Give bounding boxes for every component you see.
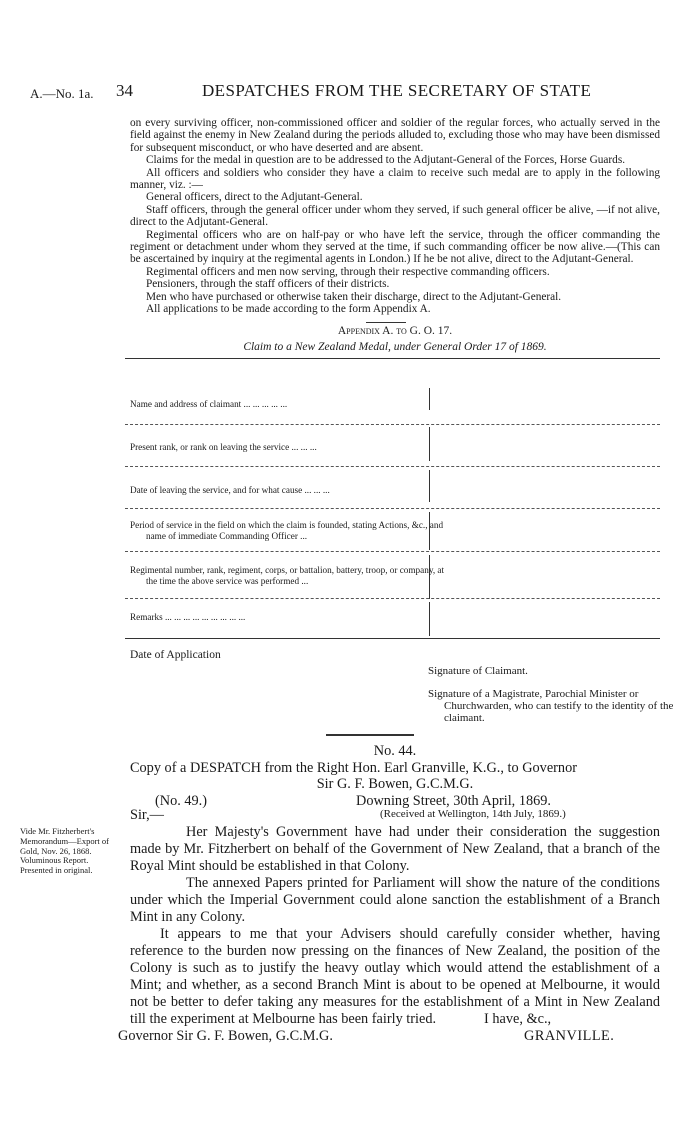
despatch-addressee: Governor Sir G. F. Bowen, G.C.M.G. (118, 1028, 333, 1044)
form-row-remarks: Remarks ... ... ... ... ... ... ... ... ... (130, 612, 246, 622)
intro-text (130, 117, 660, 316)
paragraph: Regimental officers and men now serving, through their respective commanding officers. (146, 265, 550, 278)
section-rule (326, 734, 414, 736)
signature-claimant: Signature of Claimant. (428, 665, 528, 677)
paragraph: All applications to be made according to the form Appendix A. (146, 303, 431, 316)
form-row-rule (125, 598, 660, 599)
form-row-rank: Present rank, or rank on leaving the service ... ... ... (130, 442, 317, 452)
paragraph: The annexed Papers printed for Parliament will show the nature of the conditions under which the Imperial Government could alone sanction the establishment of a Branch Mint in any Colony. (130, 875, 660, 925)
despatch-received: (Received at Wellington, 14th July, 1869.) (380, 808, 566, 820)
despatch-place-date: Downing Street, 30th April, 1869. (356, 793, 551, 809)
form-row-period: Period of service in the field on which the claim is founded, stating Actions, &c., and name of immediate Commanding Officer ... (130, 520, 444, 541)
paragraph: Regimental officers who are on half-pay or who have left the service, through the officer commanding the regiment or detachment under whom they served at the time, if such commanding officer be now alive.—(This can be ascertained by inquiry at the regimental agents in London.) If he be not alive, direct to the Adjutant-General. (130, 228, 660, 266)
form-row-rule (125, 551, 660, 552)
form-row-regimental: Regimental number, rank, regiment, corps, or battalion, battery, troop, or company, at the time the above service was performed ... (130, 565, 445, 586)
paragraph: General officers, direct to the Adjutant-General. (146, 191, 363, 204)
document-code: A.—No. 1a. (30, 86, 94, 101)
form-top-rule (125, 358, 660, 359)
form-bottom-rule (125, 638, 660, 639)
appendix-heading: Appendix A. to G. O. 17. (337, 325, 453, 337)
signature-magistrate: Signature of a Magistrate, Parochial Minister or Churchwarden, who can testify to the identity of the claimant. (428, 688, 674, 724)
appendix-subheading: Claim to a New Zealand Medal, under General Order 17 of 1869. (243, 341, 547, 353)
paragraph: Staff officers, through the general officer under whom they served, if such general officer be alive, —if not alive, direct to the Adjutant-General. (130, 203, 660, 229)
despatch-salutation: Sir,— (130, 807, 164, 823)
form-row-rule (125, 466, 660, 467)
despatch-number: No. 44. (373, 743, 417, 759)
form-row-name: Name and address of claimant ... ... ... ... ... (130, 399, 288, 409)
form-row-rule (125, 424, 660, 425)
form-row-rule (125, 508, 660, 509)
date-of-application: Date of Application (130, 649, 221, 661)
page-title: DESPATCHES FROM THE SECRETARY OF STATE (202, 81, 592, 100)
margin-note: Vide Mr. Fitzherbert's Memorandum—Export of Gold, Nov. 26, 1868. Voluminous Report. Presented in original. (20, 826, 109, 876)
despatch-ref: (No. 49.) (155, 793, 208, 809)
paragraph: Her Majesty's Government have had under their consideration the suggestion made by Mr. Fitzherbert on behalf of the Government of New Zealand, that a branch of the Royal Mint should be established in that Colony. (130, 824, 660, 874)
despatch-title-line1: Copy of a DESPATCH from the Right Hon. Earl Granville, K.G., to Governor (130, 760, 577, 776)
separator-rule (366, 322, 406, 323)
paragraph: Pensioners, through the staff officers of their districts. (146, 278, 390, 291)
page-number: 34 (116, 81, 133, 100)
despatch-closing: I have, &c., (484, 1011, 552, 1027)
paragraph: All officers and soldiers who consider they have a claim to receive such medal are to apply in the following manner, viz. :— (130, 166, 660, 192)
form-row-leaving: Date of leaving the service, and for what cause ... ... ... (130, 485, 330, 495)
despatch-title-line2: Sir G. F. Bowen, G.C.M.G. (316, 776, 474, 792)
despatch-body (130, 824, 660, 1028)
paragraph: on every surviving officer, non-commissioned officer and soldier of the regular forces, who actually served in the field against the enemy in New Zealand during the periods alluded to, excluding those who may have been dismissed for subsequent misconduct, or who have deserted and are absent. (130, 117, 660, 154)
despatch-signatory: GRANVILLE. (524, 1028, 615, 1044)
paragraph: It appears to me that your Advisers should carefully consider whether, having reference to the burden now pressing on the finances of New Zealand, the position of the Colony is such as to justify the heavy outlay which would attend the establishment of a Mint; and whether, as a second Branch Mint is about to be opened at Melbourne, it would not be better to defer taking any measures for the establishment of a Mint in New Zealand till the experiment at Melbourne has been fairly tried. (130, 926, 660, 1027)
paragraph: Men who have purchased or otherwise taken their discharge, direct to the Adjutant-General. (146, 290, 562, 303)
paragraph: Claims for the medal in question are to be addressed to the Adjutant-General of the Forces, Horse Guards. (146, 154, 626, 167)
